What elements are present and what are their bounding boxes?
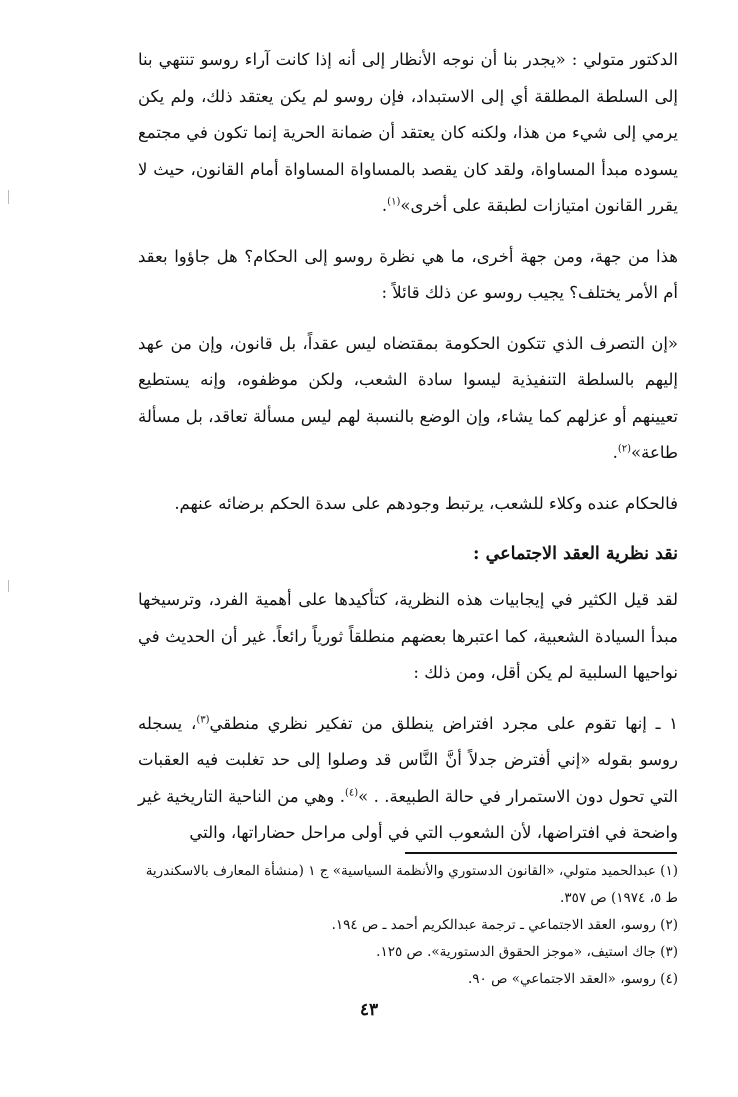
paragraph-5 [138,582,678,692]
paragraph-6 [138,706,678,852]
footnote-separator [405,852,677,854]
footnote-1: (١) عبدالحميد متولي، «القانون الدستوري والأنظمة السياسية» ج ١ (منشأة المعارف بالاسكندرية ط ٥، ١٩٧٤) ص ٣٥٧. [145,863,678,906]
footnotes [138,858,678,993]
paragraph-6-part3: . وهي من الناحية التاريخية غير واضحة في افتراضها، لأن الشعوب التي في أولى مراحل حضاراتها، والتي [138,786,678,842]
footnote-4: (٤) روسو، «العقد الاجتماعي» ص ٩٠. [468,971,678,987]
footnote-ref-3: (٣) [196,714,210,725]
paragraph-2 [138,239,678,312]
paragraph-3-text: «إن التصرف الذي تتكون الحكومة بمقتضاه ليس عقداً، بل قانون، وإن من عهد إليهم بالسلطة التنفيذية ليسوا سادة الشعب، ولكن موظفوه، وإنه يستطيع تعيينهم أو عزلهم كما يشاء، وإن الوضع بالنسبة لهم ليس مسألة تعاقد، بل مسألة طاعة» [138,333,678,462]
paragraph-1 [138,42,678,225]
footnote-ref-1: (١) [387,196,401,208]
paragraph-3-end: . [612,443,618,462]
paragraph-4-text: فالحكام عنده وكلاء للشعب، يرتبط وجودهم على سدة الحكم برضائه عنهم. [174,493,678,513]
footnote-3: (٣) جاك استيف، «موجز الحقوق الدستورية». ص ١٢٥. [376,944,678,960]
paragraph-4 [138,486,678,523]
scan-edge-mark [8,190,9,204]
footnote-ref-4: (٤) [344,787,359,798]
paragraph-1-text: الدكتور متولي : «يجدر بنا أن نوجه الأنظار إلى أنه إذا كانت آراء روسو تنتهي بنا إلى السلطة المطلقة أي إلى الاستبداد، فإن روسو لم يكن يعتقد ذلك، ولم يكن يرمي إلى شيء من هذا، ولكنه كان يعتقد أن ضمانة الحرية إنما تكون في مجتمع يسوده مبدأ المساواة، ولقد كان يقصد بالمساواة المساواة أمام القانون، حيث لا يقرر القانون امتيازات لطبقة على أخرى» [138,50,678,215]
section-heading: نقد نظرية العقد الاجتماعي : [473,544,678,564]
page-body [138,42,678,866]
paragraph-6-part1: ١ ـ إنها تقوم على مجرد افتراض ينطلق من تفكير نظري منطقي [209,713,678,733]
page-number: ٤٣ [359,1000,379,1020]
paragraph-6-part2: ، يسجله روسو بقوله «إني أفترض جدلاً أنَّ النَّاس قد وصلوا إلى حد تغلبت فيه العقبات التي تحول دون الاستمرار في حالة الطبيعة. . » [138,713,678,806]
scan-edge-mark [8,580,9,592]
footnote-ref-2: (٢) [617,443,632,455]
footnote-2: (٢) روسو، العقد الاجتماعي ـ ترجمة عبدالكريم أحمد ـ ص ١٩٤. [331,917,678,933]
paragraph-5-text: لقد قيل الكثير في إيجابيات هذه النظرية، كتأكيدها على أهمية الفرد، وترسيخها مبدأ السيادة الشعبية، كما اعتبرها بعضهم منطلقاً ثورياً رائعاً. غير أن الحديث في نواحيها السلبية لم يكن أقل، ومن ذلك : [138,590,678,682]
paragraph-1-end: . [381,196,388,215]
paragraph-3-quote [138,326,678,472]
paragraph-2-text: هذا من جهة، ومن جهة أخرى، ما هي نظرة روسو إلى الحكام؟ هل جاؤوا بعقد أم الأمر يختلف؟ يجيب روسو عن ذلك قائلاً : [138,246,678,302]
